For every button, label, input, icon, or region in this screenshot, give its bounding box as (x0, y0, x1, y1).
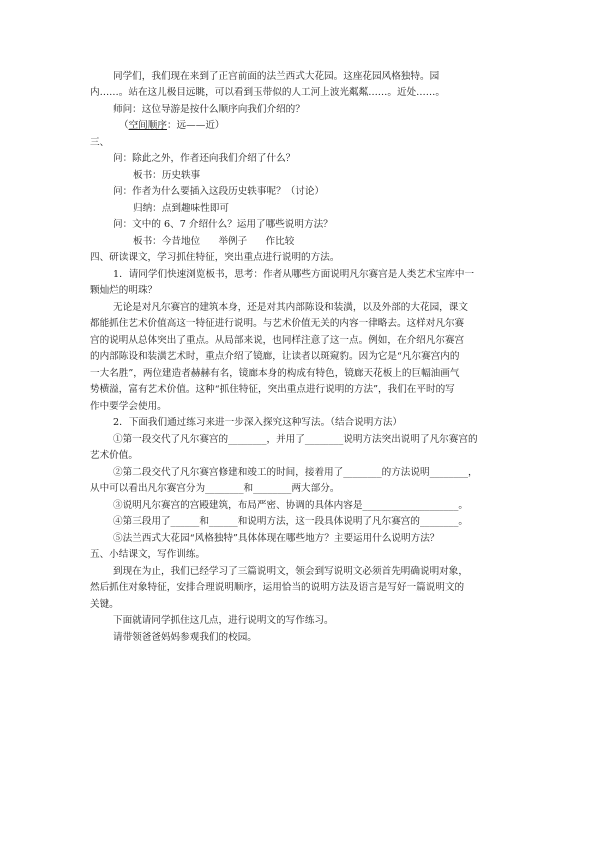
section-heading: 三、 (90, 137, 110, 148)
exercise-line: ③说明凡尔赛宫的宫殿建筑，布局严密、协调的具体内容是____________________。 (113, 500, 468, 511)
text-line: 作中要学会使用。 (90, 401, 167, 412)
text-line: 艺术价值。 (90, 450, 138, 461)
text-line: 师问：这位导游是按什么顺序向我们介绍的？ (113, 104, 305, 115)
text-line: 的内部陈设和装潢艺术时，重点介绍了镜廊，让读者以斑窥豹。因为它是“凡尔赛宫内的 (90, 351, 460, 362)
exercise-line: ②第二段交代了凡尔赛宫修建和竣工的时间，接着用了________的方法说明________， (113, 467, 478, 478)
text-line: 从中可以看出凡尔赛宫分为________和________两大部分。 (90, 483, 340, 494)
text-line: 2．下面我们通过练习来进一步深入探究这种写法。（结合说明方法） (113, 417, 403, 428)
text-line: 宫的说明从总体突出了重点。从局部来说，也同样注意了这一点。例如，在介绍凡尔赛宫 (90, 335, 465, 346)
text-line: 一大名胜”，两位建造者赫赫有名，镜廊本身的构成有特色，镜廊天花板上的巨幅油画气 (90, 368, 460, 379)
text-line: 关键。 (90, 599, 119, 610)
text-line: 1．请同学们快速浏览板书，思考：作者从哪些方面说明凡尔赛宫是人类艺术宝库中一 (113, 269, 475, 280)
section-heading: 四、研读课文，学习抓住特征，突出重点进行说明的方法。 (90, 252, 340, 263)
answer-rest: ：远——近） (166, 120, 225, 131)
text-line: 颗灿烂的明珠？ (90, 285, 158, 296)
text-line: 都能抓住艺术价值高这一特征进行说明。与艺术价值无关的内容一律略去。这样对凡尔赛 (90, 318, 465, 329)
text-line: 无论是对凡尔赛宫的建筑本身，还是对其内部陈设和装潢，以及外部的大花园，课文 (113, 302, 468, 313)
text-line: 问：除此之外，作者还向我们介绍了什么？ (113, 153, 296, 164)
text-line: 请带领爸爸妈妈参观我们的校园。 (113, 632, 257, 643)
text-line: 势横溢，富有艺术价值。这种“抓住特征，突出重点进行说明的方法”，我们在平时的写 (90, 384, 455, 395)
section-heading: 五、小结课文，写作训练。 (90, 549, 206, 560)
text-line: 内……。站在这儿极目远眺，可以看到玉带似的人工河上波光粼粼……。近处……。 (90, 87, 445, 98)
text-line: 板书：历史轶事 (133, 170, 201, 181)
text-line: 问：作者为什么要插入这段历史轶事呢？（讨论） (113, 186, 325, 197)
text-line: 同学们，我们现在来到了正宫前面的法兰西式大花园。这座花园风格独特。园 (113, 71, 440, 82)
exercise-line: ⑤法兰西式大花园“风格独特”具体体现在哪些地方？主要运用什么说明方法？ (113, 533, 440, 544)
text-line: 板书：今昔地位 举例子 作比较 (133, 236, 295, 247)
text-line: 然后抓住对象特征，安排合理说明顺序，运用恰当的说明方法及语言是写好一篇说明文的 (90, 582, 465, 593)
answer-keyword: 空间顺序 (128, 120, 167, 131)
exercise-line: ①第一段交代了凡尔赛宫的________，并用了________说明方法突出说明了凡尔赛宫的 (113, 434, 478, 445)
text-line: 下面就请同学抓住这几点，进行说明文的写作练习。 (113, 615, 334, 626)
exercise-line: ④第三段用了______和______和说明方法，这一段具体说明了凡尔赛宫的________。 (113, 516, 468, 527)
text-line: 归纳：点到趣味性即可 (133, 203, 229, 214)
text-line: 到现在为止，我们已经学习了三篇说明文，领会到写说明文必须首先明确说明对象， (113, 566, 468, 577)
text-line: 问：文中的 6、7 介绍什么？运用了哪些说明方法？ (113, 219, 333, 230)
answer-line (0, 119, 595, 132)
open-paren: （ (119, 120, 129, 131)
